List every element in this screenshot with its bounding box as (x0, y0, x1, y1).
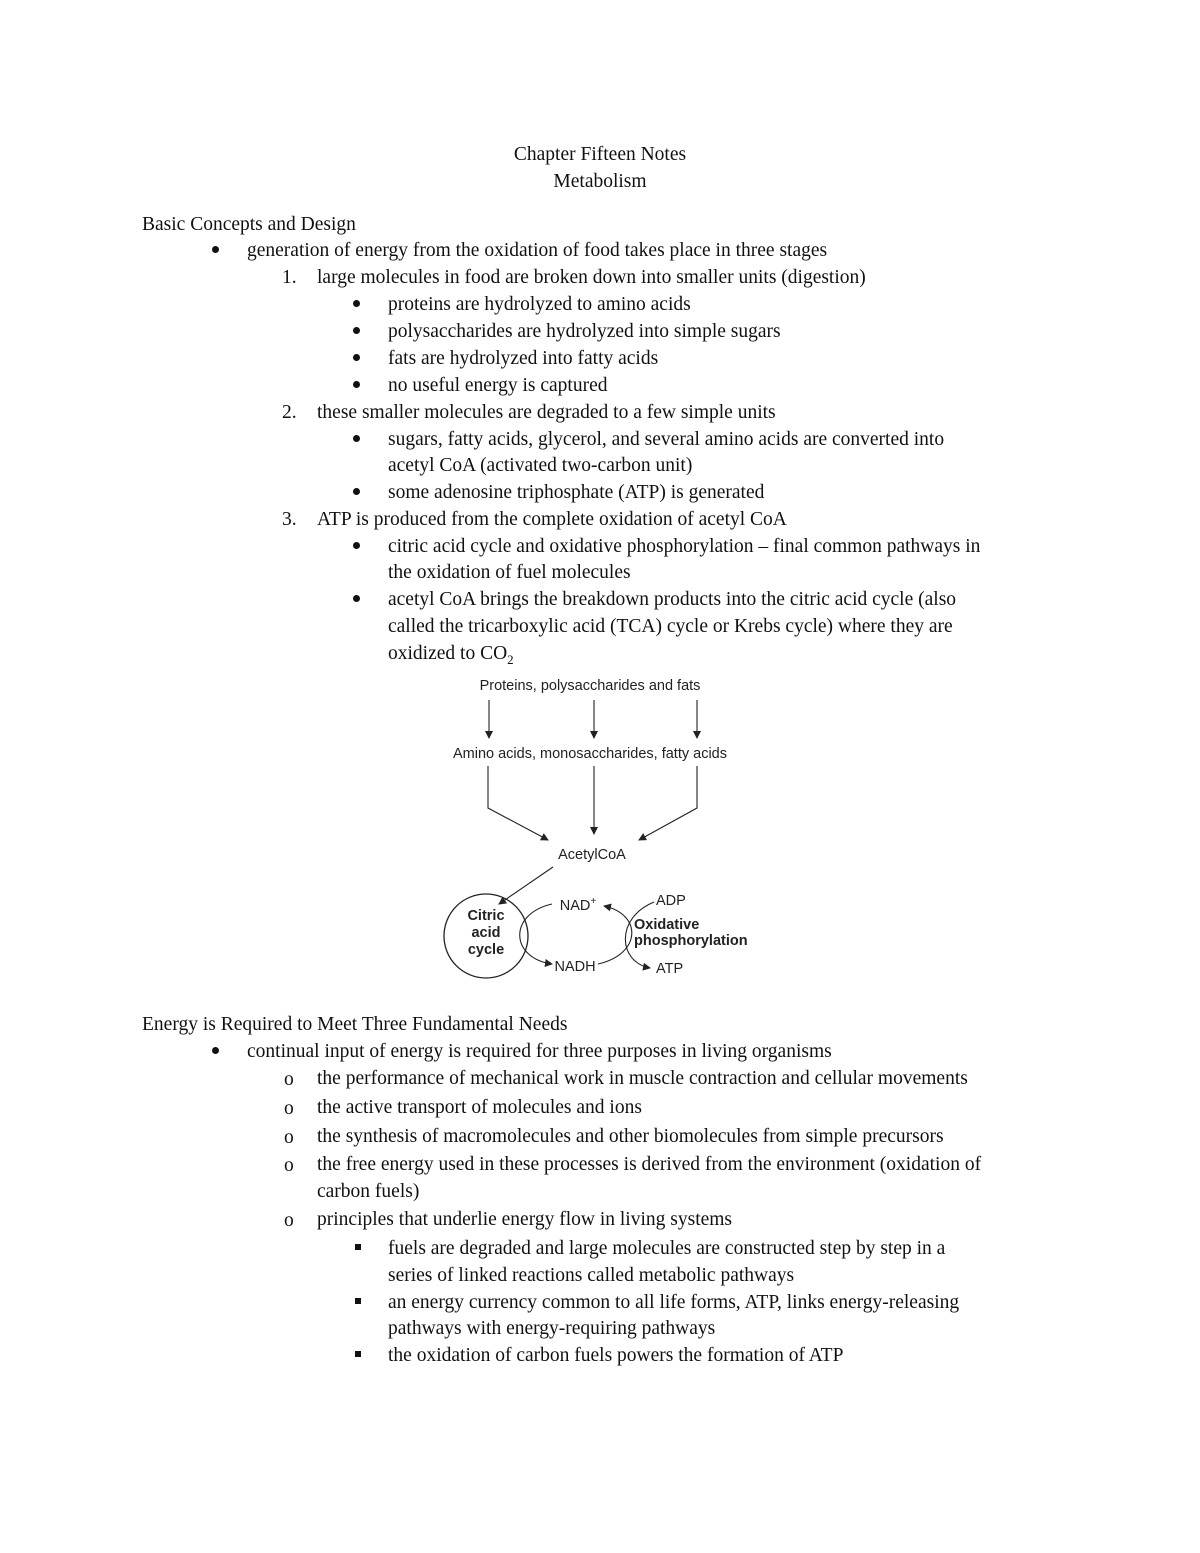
sub-bullet-marker: o (284, 1155, 294, 1176)
bullet-marker (353, 300, 360, 307)
section2-bullet: continual input of energy is required for three purposes in living organisms (247, 1041, 832, 1062)
stage1-text: large molecules in food are broken down into smaller units (digestion) (317, 267, 866, 288)
list-item: the performance of mechanical work in muscle contraction and cellular movements (317, 1068, 968, 1089)
stage1-number: 1. (282, 267, 297, 288)
oxphos-label-2: phosphorylation (634, 933, 748, 949)
metabolism-stages-diagram (420, 668, 800, 984)
nad-label (560, 896, 597, 914)
bullet-marker (353, 381, 360, 388)
stage2-number: 2. (282, 402, 297, 423)
section1-bullet: generation of energy from the oxidation of food takes place in three stages (247, 240, 828, 261)
list-item: fuels are degraded and large molecules are constructed step by step in a (388, 1238, 946, 1259)
sub-bullet-marker: o (284, 1098, 294, 1119)
nad-text: NAD (559, 898, 591, 914)
bullet-marker (353, 327, 360, 334)
square-bullet-marker (355, 1244, 361, 1250)
nad-superscript: + (590, 896, 597, 907)
list-item: the active transport of molecules and ions (317, 1097, 642, 1118)
list-item: citric acid cycle and oxidative phosphorylation – final common pathways in (388, 536, 981, 557)
sub-bullet-marker: o (284, 1210, 294, 1231)
list-item: some adenosine triphosphate (ATP) is generated (388, 482, 765, 503)
bullet-marker (353, 542, 360, 549)
list-item: polysaccharides are hydrolyzed into simple sugars (388, 321, 781, 342)
oxphos-label-1: Oxidative (634, 917, 700, 933)
stage3-number: 3. (282, 509, 297, 530)
nad-to-nadh-arc-left (520, 904, 552, 964)
sub-bullet-marker: o (284, 1127, 294, 1148)
page-title: Chapter Fifteen Notes (513, 144, 687, 165)
co2-text: oxidized to CO (388, 643, 508, 664)
bullet-marker (353, 435, 360, 442)
diagram-acetylcoa-label: AcetylCoA (558, 847, 626, 863)
nadh-to-nad-arc-right (598, 906, 632, 964)
list-item: the synthesis of macromolecules and other biomolecules from simple precursors (317, 1126, 944, 1147)
list-item-continuation: carbon fuels) (317, 1181, 420, 1202)
arrow-to-acetylcoa-left (488, 766, 548, 840)
bullet-marker (353, 488, 360, 495)
bullet-marker (353, 595, 360, 602)
list-item-continuation: acetyl CoA (activated two-carbon unit) (388, 455, 693, 476)
co2-subscript: 2 (507, 651, 514, 667)
list-item-continuation: called the tricarboxylic acid (TCA) cycle or Krebs cycle) where they are (388, 616, 953, 637)
list-item: an energy currency common to all life forms, ATP, links energy-releasing (388, 1292, 960, 1313)
sub-bullet-marker: o (284, 1069, 294, 1090)
list-item: sugars, fatty acids, glycerol, and several amino acids are converted into (388, 429, 945, 450)
section-heading-basic-concepts: Basic Concepts and Design (142, 214, 356, 235)
diagram-middle-label: Amino acids, monosaccharides, fatty acids (452, 746, 728, 762)
stage3-text: ATP is produced from the complete oxidation of acetyl CoA (317, 509, 787, 530)
list-item: fats are hydrolyzed into fatty acids (388, 348, 659, 369)
citric-cycle-label-2: acid (471, 925, 501, 941)
bullet-marker (212, 1047, 219, 1054)
list-item: proteins are hydrolyzed to amino acids (388, 294, 691, 315)
page-subtitle: Metabolism (553, 171, 647, 192)
adp-label: ADP (656, 893, 686, 909)
bullet-marker (353, 354, 360, 361)
list-item-continuation: series of linked reactions called metabolic pathways (388, 1265, 795, 1286)
list-item: no useful energy is captured (388, 375, 608, 396)
arrow-to-citric-cycle (499, 867, 553, 904)
arrow-to-acetylcoa-right (639, 766, 697, 840)
nadh-label: NADH (554, 959, 596, 975)
citric-cycle-label-1: Citric (467, 908, 505, 924)
atp-label: ATP (656, 961, 684, 977)
diagram-top-label: Proteins, polysaccharides and fats (479, 678, 701, 694)
square-bullet-marker (355, 1298, 361, 1304)
square-bullet-marker (355, 1351, 361, 1357)
list-item: the oxidation of carbon fuels powers the formation of ATP (388, 1345, 844, 1366)
list-item-continuation: the oxidation of fuel molecules (388, 562, 631, 583)
bullet-marker (212, 246, 219, 253)
list-item: principles that underlie energy flow in living systems (317, 1209, 733, 1230)
stage2-text: these smaller molecules are degraded to a few simple units (317, 402, 776, 423)
list-item: acetyl CoA brings the breakdown products into the citric acid cycle (also (388, 589, 957, 610)
section-heading-energy-needs: Energy is Required to Meet Three Fundamental Needs (142, 1014, 568, 1035)
citric-cycle-label-3: cycle (467, 942, 505, 958)
list-item: the free energy used in these processes is derived from the environment (oxidation of (317, 1154, 982, 1175)
list-item-continuation: pathways with energy-requiring pathways (388, 1318, 716, 1339)
